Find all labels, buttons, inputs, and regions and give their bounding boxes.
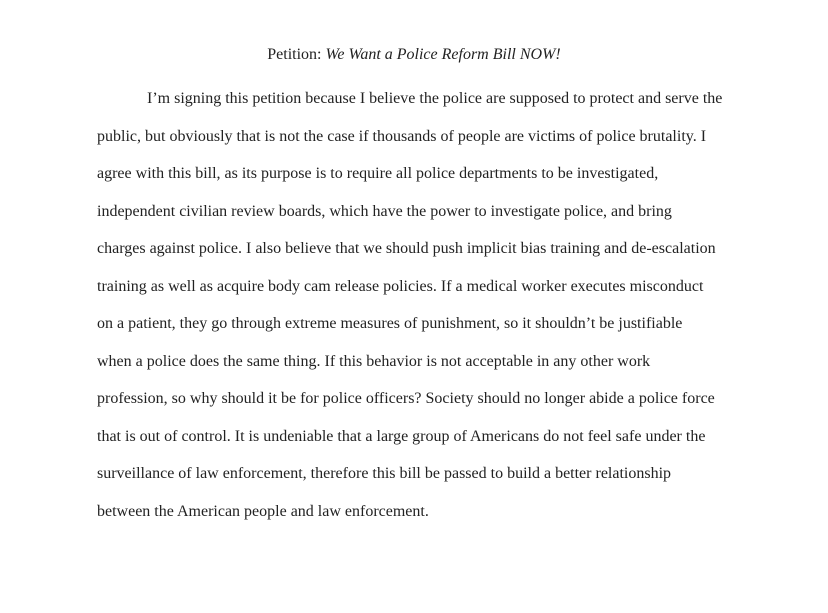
body-line: training as well as acquire body cam release policies. If a medical worker executes misconduct — [97, 277, 704, 295]
body-line: public, but obviously that is not the case if thousands of people are victims of police brutality. I — [97, 127, 707, 145]
body-line: independent civilian review boards, which have the power to investigate police, and bring — [97, 202, 672, 220]
body-line: when a police does the same thing. If this behavior is not acceptable in any other work — [97, 352, 651, 370]
body-line: surveillance of law enforcement, therefore this bill be passed to build a better relationship — [97, 465, 672, 482]
petition-title — [0, 45, 828, 65]
body-line: charges against police. I also believe that we should push implicit bias training and de-escalation — [97, 240, 716, 257]
title-italic: We Want a Police Reform Bill NOW! — [325, 46, 561, 63]
petition-body — [97, 86, 757, 536]
body-line: profession, so why should it be for police officers? Society should no longer abide a police force — [97, 390, 715, 407]
body-line: between the American people and law enforcement. — [97, 502, 429, 520]
title-prefix: Petition: — [267, 46, 326, 63]
body-line: that is out of control. It is undeniable that a large group of Americans do not feel safe under the — [97, 427, 706, 445]
body-line: I’m signing this petition because I believe the police are supposed to protect and serve the — [147, 90, 723, 107]
body-line: agree with this bill, as its purpose is to require all police departments to be investigated, — [97, 165, 659, 182]
body-line: on a patient, they go through extreme measures of punishment, so it shouldn’t be justifiable — [97, 315, 683, 332]
